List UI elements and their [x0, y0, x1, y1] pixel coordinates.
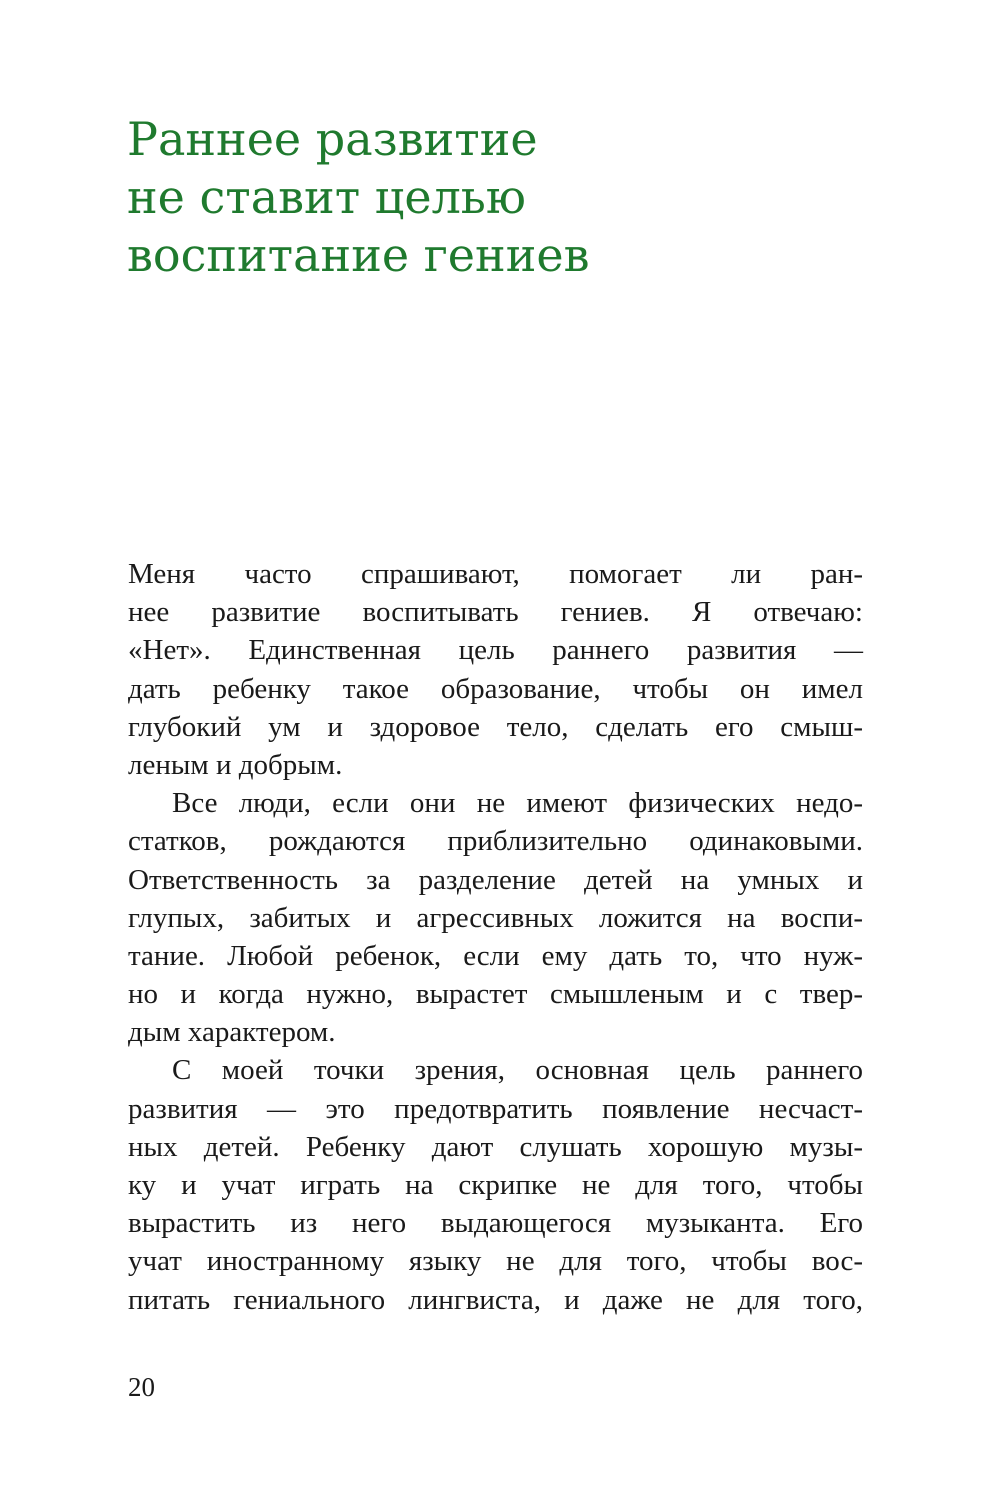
text-line: статков, рождаются приблизительно одинаковыми.: [128, 825, 863, 858]
text-line: тание. Любой ребенок, если ему дать то, что нуж-: [128, 939, 863, 972]
text-line: дать ребенку такое образование, чтобы он имел: [128, 672, 863, 705]
text-line: дым характером.: [128, 1016, 336, 1049]
text-line: но и когда нужно, вырастет смышленым и с твер-: [128, 978, 863, 1011]
paragraph-3: [128, 1051, 863, 1318]
text-line: С моей точки зрения, основная цель раннего: [172, 1054, 863, 1087]
paragraph-1: [128, 555, 863, 784]
text-line: учат иностранному языку не для того, чтобы вос-: [128, 1245, 863, 1278]
text-line: Меня часто спрашивают, помогает ли ран-: [128, 558, 863, 590]
text-line: «Нет». Единственная цель раннего развития —: [128, 634, 863, 667]
text-line: леным и добрым.: [128, 748, 343, 781]
body-text: [128, 555, 863, 1319]
paragraph-2: [128, 784, 863, 1051]
text-line: питать гениального лингвиста, и даже не для того,: [128, 1283, 863, 1316]
text-line: развития — это предотвратить появление несчаст-: [128, 1092, 863, 1125]
text-line: Все люди, если они не имеют физических недо-: [172, 787, 863, 820]
chapter-title-line: воспитание гениев: [127, 228, 590, 282]
text-line: ных детей. Ребенку дают слушать хорошую музы-: [128, 1130, 863, 1163]
page-number: 20: [128, 1372, 155, 1402]
text-line: вырастить из него выдающегося музыканта. Его: [128, 1207, 863, 1240]
text-line: глупых, забитых и агрессивных ложится на воспи-: [128, 901, 863, 934]
chapter-title: [127, 110, 907, 284]
text-line: Ответственность за разделение детей на умных и: [128, 863, 863, 896]
chapter-title-line: Раннее развитие: [127, 112, 538, 166]
chapter-title-line: не ставит целью: [127, 170, 526, 224]
text-line: нее развитие воспитывать гениев. Я отвечаю:: [128, 596, 863, 629]
text-line: глубокий ум и здоровое тело, сделать его смыш-: [128, 710, 863, 743]
text-line: ку и учат играть на скрипке не для того, чтобы: [128, 1169, 863, 1201]
